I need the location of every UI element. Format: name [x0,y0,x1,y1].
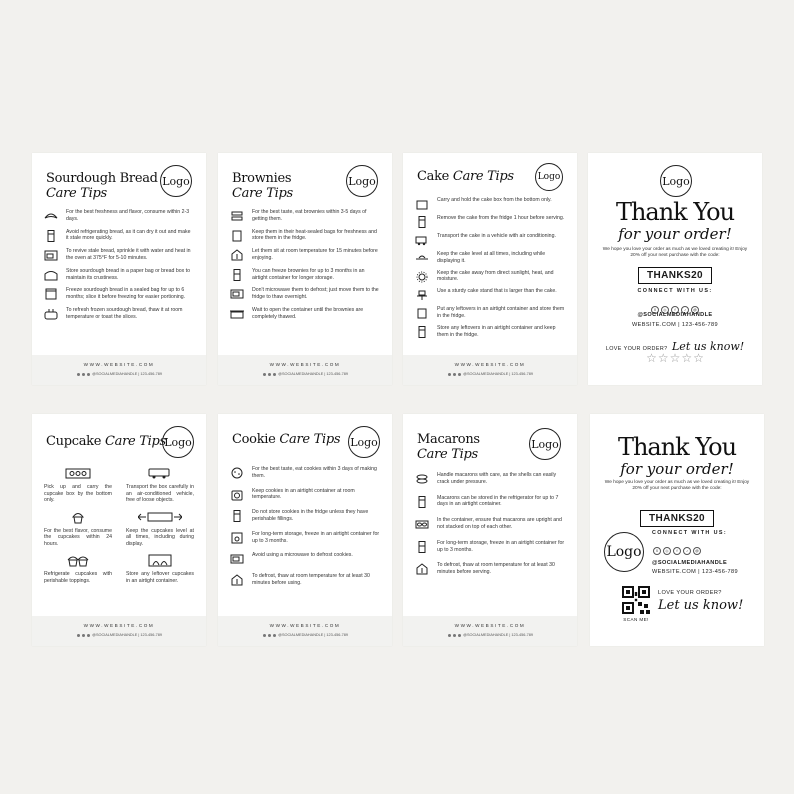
social-row [32,372,206,376]
x-icon[interactable]: X [651,306,659,314]
title-word-2: Care Tips [452,169,514,184]
list-item [230,466,380,480]
card-footer [218,616,392,646]
social-icon [87,373,90,376]
freezer-icon [415,541,429,553]
card-title [232,171,293,201]
macaron-icon [415,473,429,485]
tip-text: Transport the box carefully in an air-conditioned vehicle, free of loose objects. [126,484,194,503]
title-word-1: Cookie [232,432,276,447]
fridge-icon [44,230,58,242]
sourdough-care-card [32,153,206,385]
tips-grid [44,466,194,584]
social-text: @SOCIALMEDIAHANDLE | 123-456-789 [92,372,162,376]
toaster-icon [44,308,58,320]
x-icon[interactable]: X [653,547,661,555]
title-line-2: Care Tips [417,447,478,462]
title-line-1: Macarons [417,432,480,447]
tip-text: For the best freshness and flavor, consume within 2-3 days. [66,209,190,222]
facebook-icon[interactable]: f [673,547,681,555]
cake-box-icon [415,198,429,210]
bread-box-icon [44,269,58,281]
social-row [218,633,392,637]
social-icon [273,373,276,376]
tip-text: To defrost, thaw at room temperature for at least 30 minutes before serving. [437,562,555,576]
card-title [232,432,340,447]
tip-text: Keep the cake away from direct sunlight, heat, and moisture. [437,269,554,283]
tip-text: Store any leftover cupcakes in an airtight container. [126,571,194,584]
website-text: WWW.WEBSITE.COM [83,362,155,367]
tip-text: Handle macarons with care, as the shells can easily crack under pressure. [437,472,557,485]
social-icon [448,373,451,376]
list-item [415,472,565,486]
tip-text: Do not store cookies in the fridge unless they have perishable fillings. [252,509,369,522]
cookie-jar-icon [230,489,244,501]
tip-text: Carry and hold the cake box from the bottom only. [437,197,552,203]
card-footer [32,355,206,385]
connect-label: CONNECT WITH US: [652,530,728,536]
van-icon [415,234,429,246]
thank-you-message: We hope you love your order as much as we loved creating it! Enjoy 20% off your next purchase with the code: [602,247,748,259]
van-icon [148,467,172,479]
list-item [44,553,112,584]
logo: Logo [535,163,563,191]
fridge-icon [415,326,429,338]
website-text: WWW.WEBSITE.COM [83,623,155,628]
list-item [415,540,565,554]
social-icon [273,634,276,637]
list-item [230,307,380,321]
website-text: WWW.WEBSITE.COM [269,362,341,367]
freezer-bag-icon [44,288,58,300]
list-item [230,573,380,587]
connect-label: CONNECT WITH US: [637,288,713,294]
tip-text: Pick up and carry the cupcake box by the bottom only. [44,484,112,503]
social-text: @SOCIALMEDIAHANDLE | 123-456-789 [92,633,162,637]
card-footer [32,616,206,646]
tip-text: Let them sit at room temperature for 15 minutes before enjoying. [252,248,378,261]
discount-code: THANKS20 [640,510,714,527]
title-word-2: Care Tips [105,434,166,449]
instagram-icon[interactable]: ◎ [663,547,671,555]
title-line-1: Sourdough Bread [46,171,158,186]
sealed-bag-icon [230,230,244,242]
container-icon [148,553,172,567]
cupcake-care-card [32,414,206,646]
fridge-icon [415,216,429,228]
threads-icon[interactable]: @ [693,547,701,555]
list-item [44,307,194,321]
tip-text: To revive stale bread, sprinkle it with water and heat in the oven at 375°F for 5-10 minutes. [66,248,191,261]
thank-you-card-2 [590,414,764,646]
tips-list [44,209,194,327]
list-item [44,229,194,243]
logo: Logo [348,426,380,458]
social-icon [453,634,456,637]
fridge-icon [415,496,429,508]
macarons-care-card [403,414,577,646]
website-text: WWW.WEBSITE.COM [269,623,341,628]
list-item [126,466,194,504]
star-icon[interactable]: ☆ [669,351,681,365]
social-icon [82,373,85,376]
tip-text: In the container, ensure that macarons are upright and not stacked on top of each other. [437,517,562,530]
logo: Logo [162,426,194,458]
logo: Logo [346,165,378,197]
tip-text: To refresh frozen sourdough bread, thaw it at room temperature or toast the slices. [66,306,183,320]
level-icon [415,252,429,264]
list-item [230,509,380,523]
logo: Logo [529,428,561,460]
social-icon [458,373,461,376]
social-icon [77,634,80,637]
title-line-2: Care Tips [232,186,293,201]
freezer-bag-icon [230,532,244,544]
social-icon [82,634,85,637]
list-item [44,248,194,262]
tip-text: Remove the cake from the fridge 1 hour before serving. [437,215,565,221]
tip-text: For the best flavor, consume the cupcakes within 24 hours. [44,527,112,547]
tip-text: Keep the cake level at all times, including while displaying it. [437,251,546,264]
microwave-icon [230,553,244,565]
card-title [46,171,158,201]
star-icon[interactable]: ☆ [657,351,669,365]
freezer-icon [230,269,244,281]
tip-text: For long-term storage, freeze in an airtight container for up to 3 months. [252,530,380,544]
scan-me-label: SCAN ME! [623,617,649,622]
cookie-icon [230,467,244,479]
title-line-1: Brownies [232,171,292,186]
tips-list [415,472,565,585]
tips-list [415,197,565,343]
list-item [415,517,565,531]
list-item [44,287,194,301]
croissant-icon [44,210,58,222]
list-item [415,270,565,284]
tip-text: Keep cookies in an airtight container at room temperature. [252,487,355,501]
list-item [230,229,380,243]
list-item [44,268,194,282]
list-item [230,209,380,223]
thermometer-icon [230,249,244,261]
tip-text: Don't microwave them to defrost; just move them to the fridge to thaw overnight. [252,287,379,301]
list-item [415,288,565,301]
thank-you-heading: Thank You [615,198,735,226]
list-item [415,306,565,320]
thermometer-icon [415,563,429,575]
level-box-icon [138,511,182,523]
cupcakes-icon [67,553,89,567]
tip-text: For the best taste, eat cookies within 3 days of making them. [252,466,377,479]
container-icon [415,307,429,319]
discount-code: THANKS20 [638,267,712,284]
list-item [230,552,380,565]
website-text: WWW.WEBSITE.COM [454,623,526,628]
list-item [415,233,565,246]
list-item [230,287,380,301]
social-icon [87,634,90,637]
love-your-order: LOVE YOUR ORDER? [658,590,722,596]
social-row [403,633,577,637]
instagram-icon[interactable]: ◎ [661,306,669,314]
fridge-icon [230,510,244,522]
list-item [126,553,194,584]
tip-text: Avoid using a microwave to defrost cookies. [252,552,353,559]
social-text: @SOCIALMEDIAHANDLE | 123-456-789 [278,372,348,376]
title-word-2: Care Tips [279,432,341,447]
card-title [417,169,514,184]
tips-list [230,209,380,327]
social-text: @SOCIALMEDIAHANDLE | 123-456-789 [463,372,533,376]
social-icons [652,539,760,557]
title-word-1: Cupcake [46,434,102,449]
cupcake-box-icon [65,467,91,479]
title-word-1: Cake [417,169,450,184]
star-icon[interactable]: ☆ [681,351,693,365]
tip-text: Use a sturdy cake stand that is larger than the cake. [437,288,557,295]
macaron-box-icon [415,518,429,530]
social-text: @SOCIALMEDIAHANDLE | 123-456-789 [278,633,348,637]
let-us-know: Let us know! [672,340,745,353]
list-item [230,248,380,262]
cookie-care-card [218,414,392,646]
contact-line: WEBSITE.COM | 123-456-789 [652,569,739,575]
tip-text: Freeze sourdough bread in a sealed bag for up to 6 months; slice it before freezing for easier portioning. [66,287,186,301]
social-icon [448,634,451,637]
tip-text: Avoid refrigerating bread, as it can dry it out and make it stale more quickly. [66,228,191,242]
tip-text: Keep the cupcakes level at all times, including during display. [126,527,194,547]
list-item [44,209,194,223]
website-text: WWW.WEBSITE.COM [454,362,526,367]
list-item [126,510,194,548]
tip-text: Macarons can be stored in the refrigerator for up to 7 days in an airtight container. [437,494,559,508]
tip-text: For the best taste, eat brownies within 3-5 days of getting them. [252,209,367,222]
social-icon [453,373,456,376]
social-icon [263,373,266,376]
social-icon [458,634,461,637]
tip-text: For long-term storage, freeze in an airtight container for up to 3 months. [437,539,565,553]
tips-list [230,466,380,595]
list-item [415,251,565,265]
cupcake-icon [71,510,85,524]
cake-stand-icon [415,289,429,301]
list-item [230,488,380,502]
tip-text: Keep them in their heat-sealed bags for freshness and store them in the fridge. [252,228,377,242]
love-your-order: LOVE YOUR ORDER? [605,346,668,352]
tip-text: You can freeze brownies for up to 3 months in an airtight container for longer storage. [252,267,365,281]
brownies-care-card [218,153,392,385]
social-text: @SOCIALMEDIAHANDLE | 123-456-789 [463,633,533,637]
social-icon [77,373,80,376]
qr-code[interactable] [622,586,650,614]
thank-you-subheading: for your order! [618,225,732,243]
oven-icon [44,249,58,261]
let-us-know: Let us know! [658,598,744,613]
title-line-2: Care Tips [46,186,107,201]
social-row [403,372,577,376]
cake-care-card [403,153,577,385]
social-row [218,372,392,376]
card-footer [403,616,577,646]
list-item [415,495,565,509]
logo: Logo [160,165,192,197]
tip-text: Store any leftovers in an airtight container and keep them in the fridge. [437,324,556,338]
tip-text: To defrost, thaw at room temperature for at least 30 minutes before using. [252,573,370,587]
logo: Logo [604,532,644,572]
contact-block [652,530,760,575]
list-item [415,197,565,210]
tiktok-icon[interactable]: ♪ [681,306,689,314]
star-icon[interactable]: ☆ [646,351,657,365]
social-row [32,633,206,637]
list-item [415,325,565,339]
list-item [44,466,112,504]
tip-text: Transport the cake in a vehicle with air conditioning. [437,233,556,239]
thank-you-card-1 [588,153,762,385]
tip-text: Put any leftovers in an airtight container and store them in the fridge. [437,306,565,319]
tip-text: Refrigerate cupcakes with perishable toppings. [44,571,112,584]
list-item [415,215,565,228]
feedback-block [658,590,743,613]
social-icon [268,634,271,637]
social-icon [268,373,271,376]
container-icon [230,308,244,320]
social-handle: @SOCIALMEDIAHANDLE [637,312,713,318]
card-footer [218,355,392,385]
sun-icon [415,271,429,283]
facebook-icon[interactable]: f [671,306,679,314]
thank-you-subheading: for your order! [620,460,734,478]
thank-you-heading: Thank You [617,433,737,461]
contact-line: WEBSITE.COM | 123-456-789 [631,322,719,328]
card-title [417,432,480,462]
star-icon[interactable]: ☆ [693,351,704,365]
list-item [230,268,380,282]
tip-text: Wait to open the container until the brownies are completely thawed. [252,306,364,320]
social-handle: @SOCIALMEDIAHANDLE [652,560,728,566]
card-title [46,434,166,449]
list-item [230,531,380,545]
card-footer [403,355,577,385]
thermometer-icon [230,574,244,586]
qr-code-icon [622,586,650,614]
thank-you-message: We hope you love your order as much as we loved creating it! Enjoy 20% off your next purchase with the code: [604,480,750,492]
tiktok-icon[interactable]: ♪ [683,547,691,555]
logo: Logo [660,165,692,197]
tip-text: Store sourdough bread in a paper bag or bread box to maintain its crustiness. [66,267,191,281]
threads-icon[interactable]: @ [691,306,699,314]
social-icon [263,634,266,637]
microwave-icon [230,288,244,300]
list-item [415,562,565,576]
list-item [44,510,112,548]
rating-stars[interactable] [588,349,762,367]
brownie-stack-icon [230,210,244,222]
